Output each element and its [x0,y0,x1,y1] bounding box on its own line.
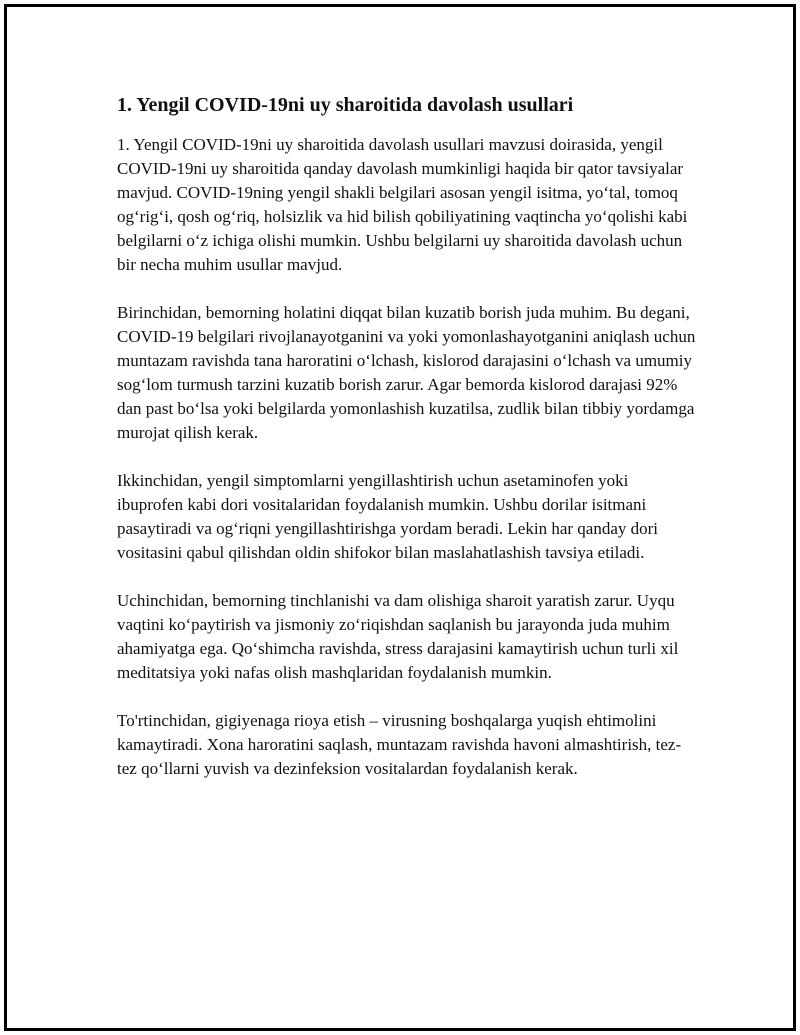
paragraph-second: Ikkinchidan, yengil simptomlarni yengillashtirish uchun asetaminofen yoki ibuprofen kabi dori vositalaridan foydalanish mumkin. Ushbu dorilar isitmani pasaytiradi va og‘riqni yengillashtirishga yordam beradi. Lekin har qanday dori vositasini qabul qilishdan oldin shifokor bilan maslahatlashish tavsiya etiladi. [117,471,659,562]
document-body [117,92,697,805]
paragraph-first: Birinchidan, bemorning holatini diqqat bilan kuzatib borish juda muhim. Bu degani, COVID-19 belgilari rivojlanayotganini va yoki yomonlashayotganini aniqlash uchun muntazam ravishda tana haroratini o‘lchash, kislorod darajasini o‘lchash va umumiy sog‘lom turmush tarzini kuzatib borish zarur. Agar bemorda kislorod darajasi 92% dan past bo‘lsa yoki belgilarda yomonlashish kuzatilsa, zudlik bilan tibbiy yordamga murojat qilish kerak. [117,303,696,442]
paragraph-fourth: To'rtinchidan, gigiyenaga rioya etish – virusning boshqalarga yuqish ehtimolini kamaytiradi. Xona haroratini saqlash, muntazam ravishda havoni almashtirish, tez-tez qo‘llarni yuvish va dezinfeksion vositalardan foydalanish kerak. [117,711,682,778]
document-title: 1. Yengil COVID-19ni uy sharoitida davolash usullari [117,94,574,116]
paragraph-third: Uchinchidan, bemorning tinchlanishi va dam olishiga sharoit yaratish zarur. Uyqu vaqtini ko‘paytirish va jismoniy zo‘riqishdan saqlanish bu jarayonda juda muhim ahamiyatga ega. Qo‘shimcha ravishda, stress darajasini kamaytirish uchun turli xil meditatsiya yoki nafas olish mashqlaridan foydalanish mumkin. [117,591,679,682]
paragraph-intro: 1. Yengil COVID-19ni uy sharoitida davolash usullari mavzusi doirasida, yengil COVID-19ni uy sharoitida qanday davolash mumkinligi haqida bir qator tavsiyalar mavjud. COVID-19ning yengil shakli belgilari asosan yengil isitma, yo‘tal, tomoq og‘rig‘i, qosh og‘riq, holsizlik va hid bilish qobiliyatining vaqtincha yo‘qolishi kabi belgilarni o‘z ichiga olishi mumkin. Ushbu belgilarni uy sharoitida davolash uchun bir necha muhim usullar mavjud. [117,135,688,274]
